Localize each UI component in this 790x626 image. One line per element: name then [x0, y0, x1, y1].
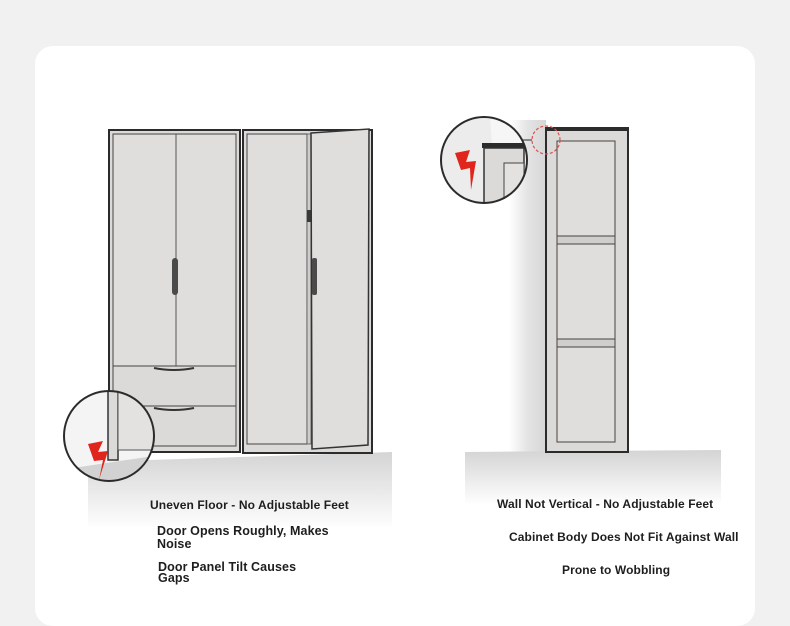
tall-cabinet [545, 127, 629, 452]
door-handle [172, 258, 178, 295]
wall-not-vertical-label: Wall Not Vertical - No Adjustable Feet [497, 497, 714, 511]
door-noise-label: Door Opens Roughly, Makes Noise [157, 524, 329, 551]
uneven-floor-label: Uneven Floor - No Adjustable Feet [150, 498, 349, 512]
panel-gap-label: Door Panel Tilt Causes Gaps [158, 560, 297, 585]
wobbling-label: Prone to Wobbling [562, 563, 671, 577]
door-handle [312, 258, 317, 295]
tilted-door [311, 129, 369, 449]
cabinet-fit-label: Cabinet Body Does Not Fit Against Wall [509, 530, 739, 544]
right-wardrobe [243, 129, 372, 453]
